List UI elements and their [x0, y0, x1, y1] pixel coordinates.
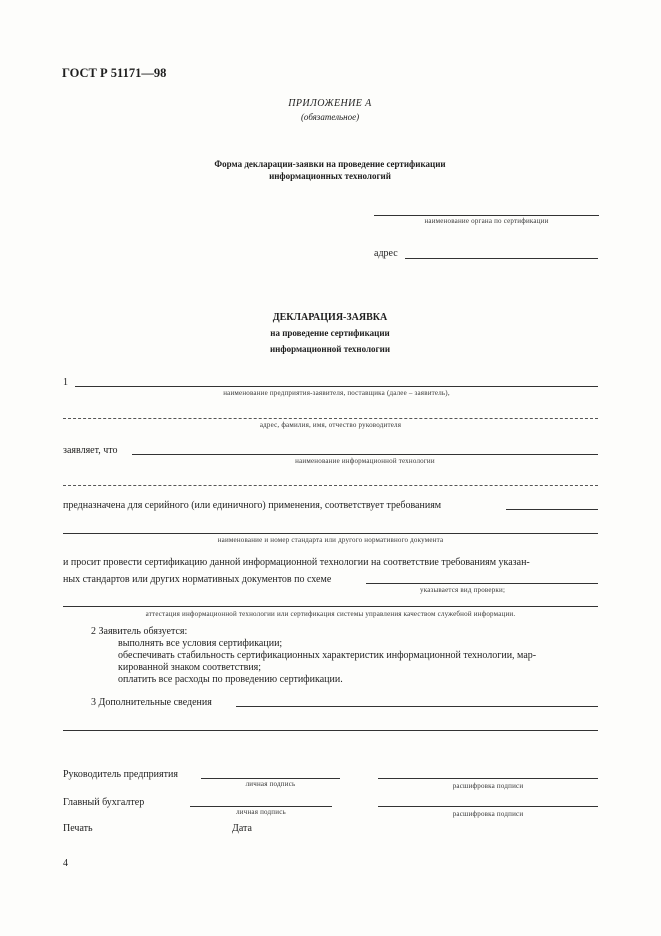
- obligation-item: оплатить все расходы по проведению сертификации.: [118, 674, 343, 685]
- seal-label: Печать: [63, 823, 93, 834]
- applicant-caption: наименование предприятия-заявителя, поставщика (далее – заявитель),: [223, 389, 450, 397]
- declaration-subtitle1: на проведение сертификации: [270, 328, 390, 338]
- head-label: Руководитель предприятия: [63, 769, 178, 780]
- address-label: адрес: [374, 248, 398, 259]
- scheme-line[interactable]: [366, 583, 598, 584]
- appendix-note: (обязательное): [300, 112, 360, 122]
- additional-info-line[interactable]: [236, 706, 598, 707]
- it-name-line-2[interactable]: [63, 485, 598, 486]
- address-caption: адрес, фамилия, имя, отчество руководителя: [259, 421, 402, 429]
- head-signature-line[interactable]: [201, 778, 340, 779]
- it-caption: наименование информационной технологии: [295, 457, 435, 465]
- standard-header: ГОСТ Р 51171—98: [62, 66, 167, 80]
- declares-label: заявляет, что: [63, 445, 118, 456]
- requirements-line[interactable]: [506, 509, 598, 510]
- accountant-decoding-line[interactable]: [378, 806, 598, 807]
- date-label: Дата: [232, 823, 252, 834]
- address-line[interactable]: [405, 258, 598, 259]
- obligation-item: кированной знаком соответствия;: [118, 662, 262, 673]
- section2-heading: 2 Заявитель обязуется:: [91, 626, 188, 637]
- applicant-line[interactable]: [75, 386, 598, 387]
- additional-info-line-2[interactable]: [63, 730, 598, 731]
- org-name-line[interactable]: [374, 215, 599, 216]
- declaration-subtitle2: информационной технологии: [269, 344, 391, 354]
- applicant-address-line[interactable]: [63, 418, 598, 419]
- appendix-title: ПРИЛОЖЕНИЕ А: [288, 98, 372, 109]
- standard-caption: наименование и номер стандарта или другого нормативного документа: [217, 536, 444, 544]
- declaration-title: ДЕКЛАРАЦИЯ-ЗАЯВКА: [272, 312, 388, 323]
- intended-text: предназначена для серийного (или единичного) применения, соответствует требованиям: [63, 500, 442, 511]
- request-line1: и просит провести сертификацию данной информационной технологии на соответствие требованиям указан-: [63, 557, 530, 568]
- it-name-line[interactable]: [132, 454, 598, 455]
- accountant-signature-caption: личная подпись: [236, 808, 286, 816]
- head-decoding-line[interactable]: [378, 778, 598, 779]
- standard-line[interactable]: [63, 533, 598, 534]
- attestation-caption: аттестация информационной технологии или сертификация системы управления качеством служебной информации.: [145, 610, 516, 618]
- accountant-decoding-caption: расшифровка подписи: [452, 810, 524, 818]
- accountant-label: Главный бухгалтер: [63, 797, 145, 808]
- section1-number: 1: [63, 377, 68, 388]
- accountant-signature-line[interactable]: [190, 806, 332, 807]
- page-number: 4: [63, 858, 68, 869]
- section3-heading: 3 Дополнительные сведения: [91, 697, 212, 708]
- obligation-item: обеспечивать стабильность сертификационных характеристик информационной технологии, мар-: [118, 650, 537, 661]
- form-title-line1: Форма декларации-заявки на проведение сертификации: [214, 159, 446, 169]
- form-title-line2: информационных технологий: [269, 171, 391, 181]
- check-caption: указывается вид проверки;: [420, 586, 506, 594]
- obligation-item: выполнять все условия сертификации;: [118, 638, 283, 649]
- head-signature-caption: личная подпись: [245, 780, 296, 788]
- head-decoding-caption: расшифровка подписи: [452, 782, 524, 790]
- request-line2: ных стандартов или других нормативных документов по схеме: [63, 574, 332, 585]
- org-name-caption: наименование органа по сертификации: [424, 217, 549, 225]
- attestation-line[interactable]: [63, 606, 598, 607]
